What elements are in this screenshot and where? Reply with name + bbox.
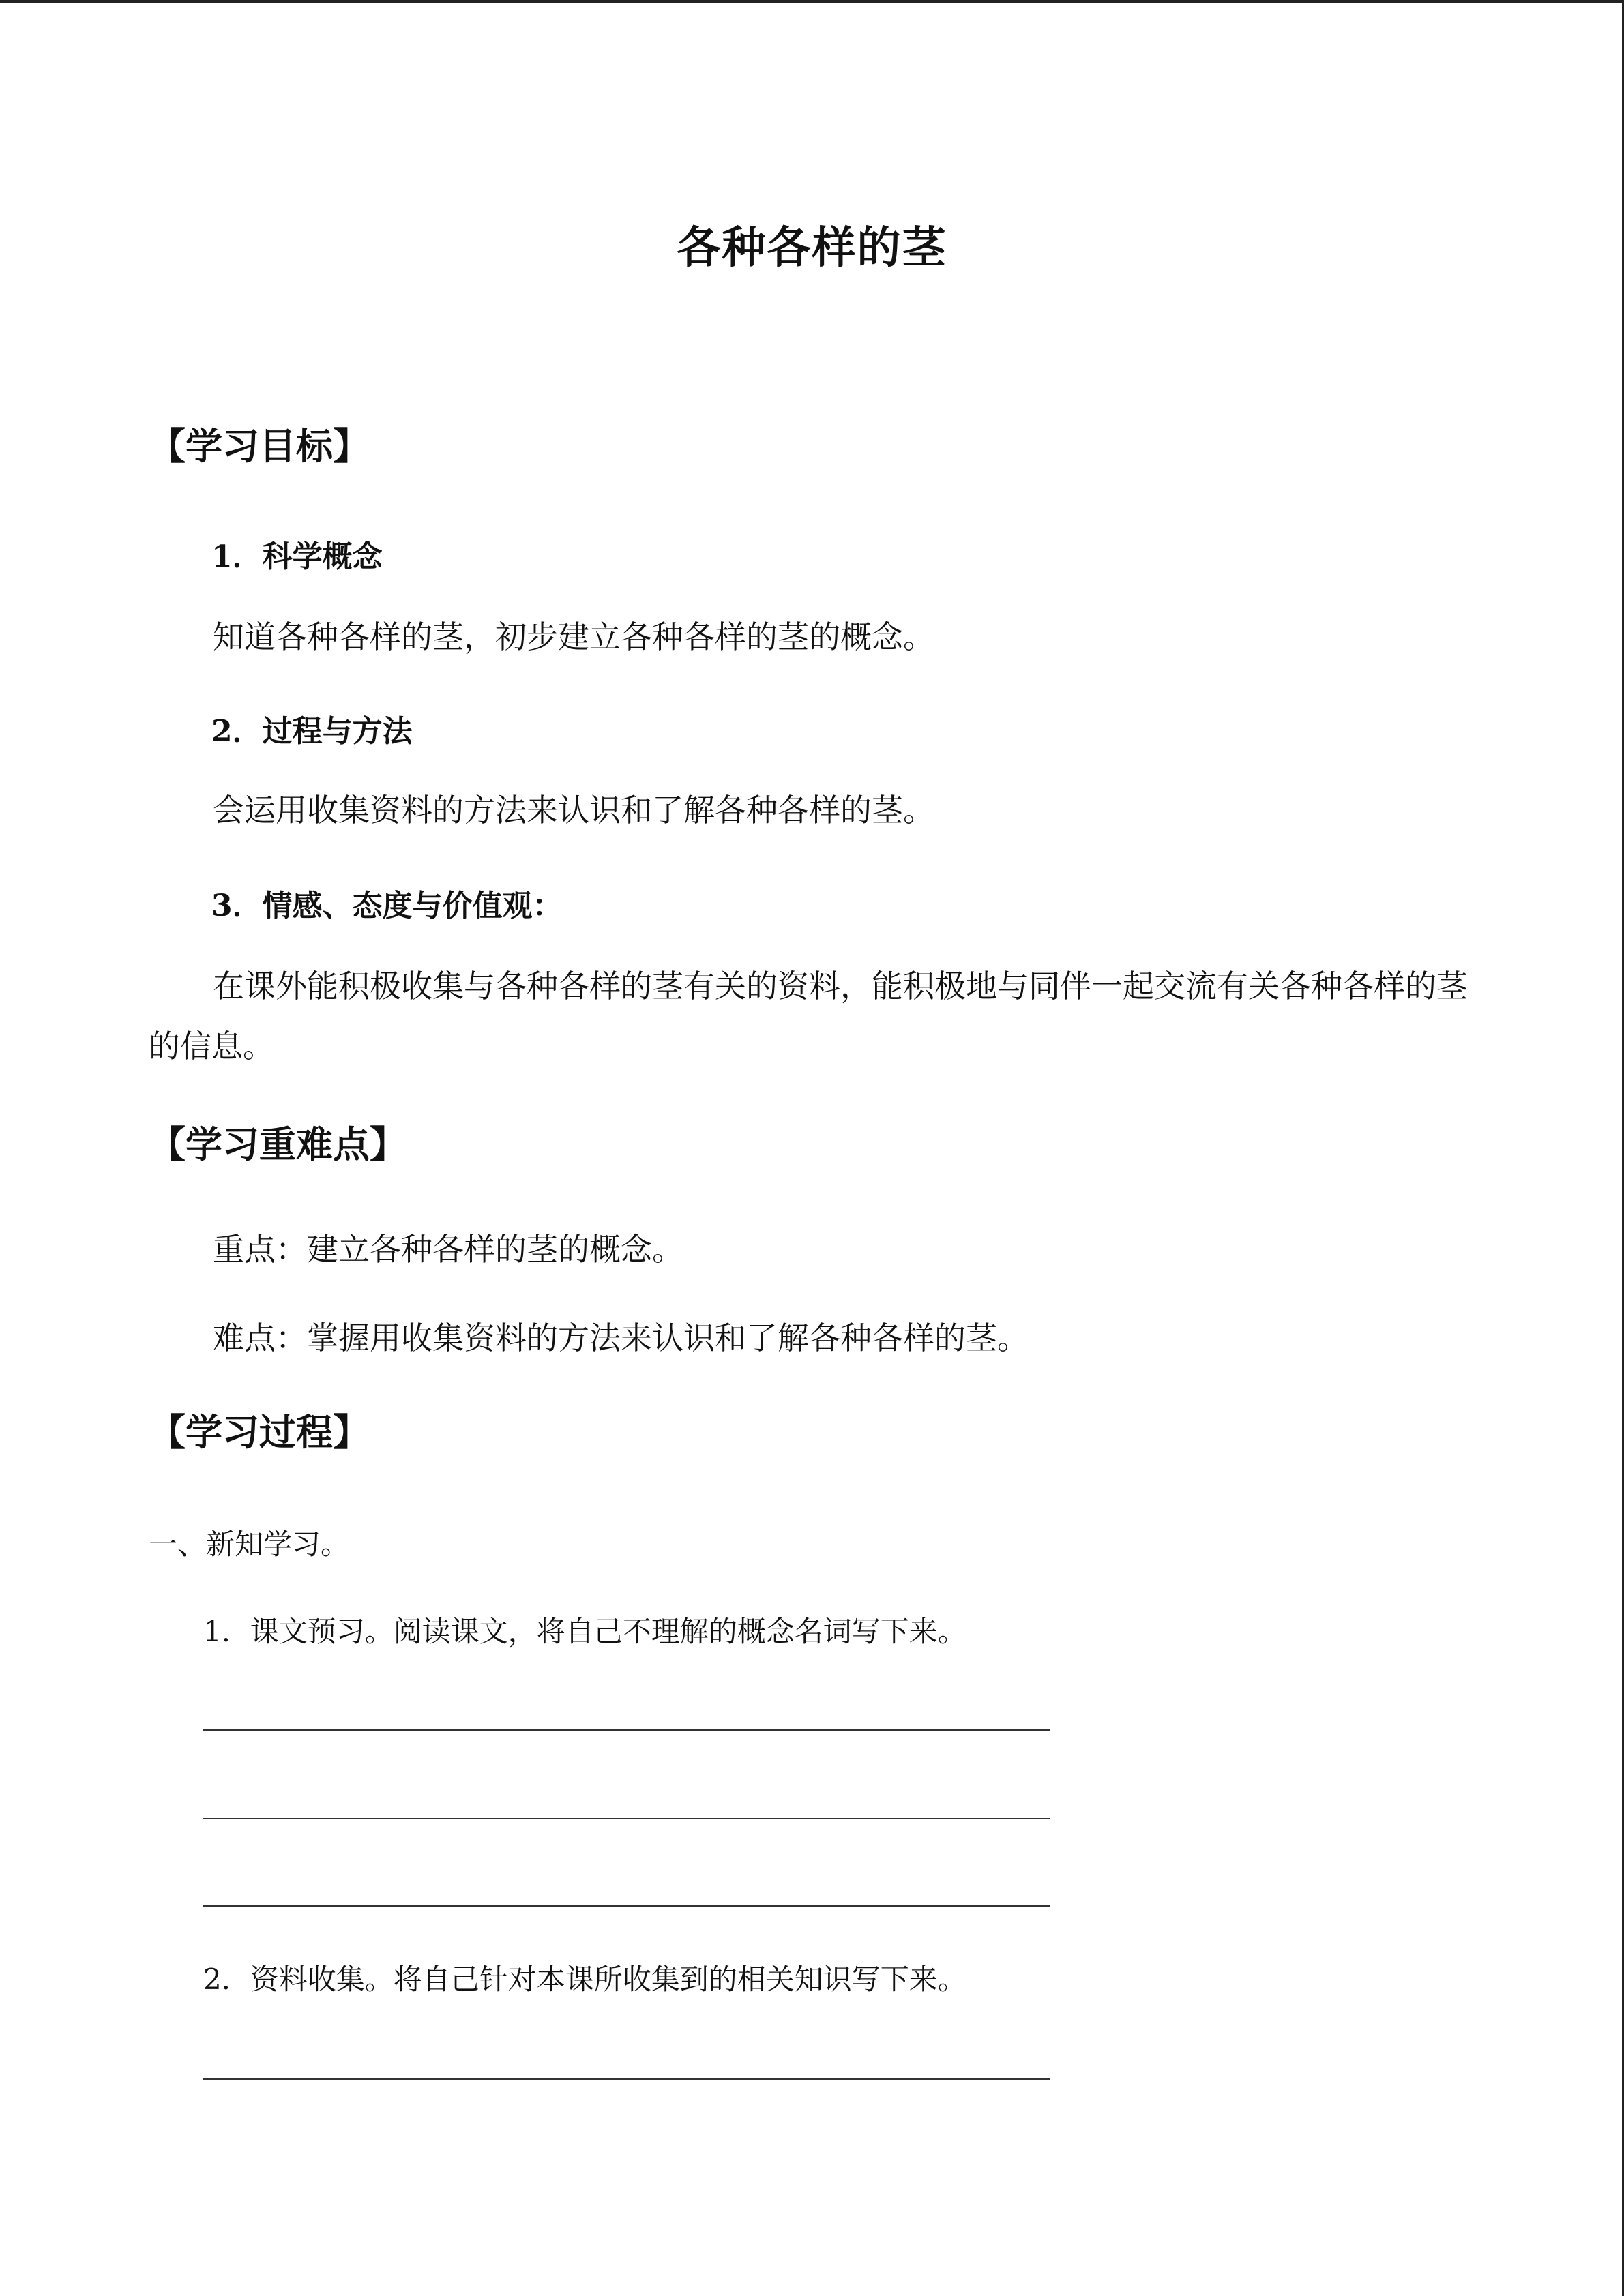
- difficulty-text: 难点：掌握用收集资料的方法来认识和了解各种各样的茎。: [213, 1320, 1029, 1356]
- key-points-heading: 【学习重难点】: [149, 1122, 407, 1166]
- process-heading: 【学习过程】: [149, 1410, 370, 1454]
- objective-2-text: 会运用收集资料的方法来认识和了解各种各样的茎。: [213, 792, 934, 829]
- page-top-border: [0, 0, 1624, 3]
- objectives-heading: 【学习目标】: [149, 424, 370, 468]
- part1-heading: 一、新知学习。: [149, 1527, 350, 1561]
- objective-3-title: 3．情感、态度与价值观：: [211, 889, 563, 923]
- focus-text: 重点：建立各种各样的茎的概念。: [213, 1231, 683, 1268]
- answer-line[interactable]: [203, 2078, 1050, 2080]
- objective-1-text: 知道各种各样的茎，初步建立各种各样的茎的概念。: [213, 618, 934, 655]
- question-2: 2．资料收集。将自己针对本课所收集到的相关知识写下来。: [203, 1963, 966, 1996]
- objective-1-title: 1．科学概念: [211, 539, 383, 574]
- document-title: 各种各样的茎: [677, 222, 947, 273]
- answer-line[interactable]: [203, 1905, 1050, 1907]
- answer-line[interactable]: [203, 1818, 1050, 1819]
- answer-line[interactable]: [203, 1729, 1050, 1731]
- objective-2-title: 2．过程与方法: [211, 714, 413, 749]
- question-1: 1．课文预习。阅读课文，将自己不理解的概念名词写下来。: [203, 1615, 966, 1648]
- objective-3-text: 在课外能积极收集与各种各样的茎有关的资料，能积极地与同伴一起交流有关各种各样的茎的信息。: [149, 968, 1468, 1064]
